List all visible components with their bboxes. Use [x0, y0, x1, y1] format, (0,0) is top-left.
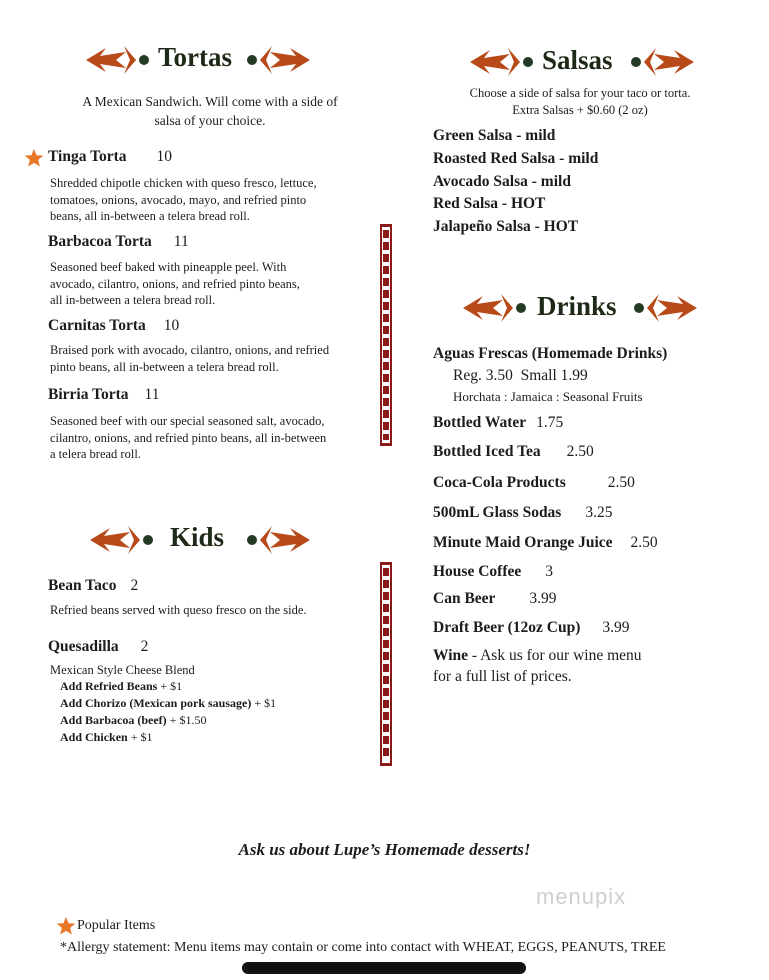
menu-item-birria-torta: Birria Torta 11: [48, 386, 160, 403]
menupix-watermark: menupix: [536, 884, 627, 909]
menu-item-quesadilla: Quesadilla 2: [48, 638, 149, 655]
drink-price: 3.99: [529, 590, 557, 607]
item-description: Shredded chipotle chicken with queso fresco, lettuce, tomatoes, onions, avocado, mayo, and refried pinto beans, all in-between a telera bread roll.: [50, 176, 317, 223]
section-title-tortas: Tortas: [158, 42, 233, 72]
aguas-prices: Reg. 3.50 Small 1.99: [453, 367, 588, 384]
salsa-item: Red Salsa - HOT: [433, 195, 546, 212]
menu-item-tinga-torta: Tinga Torta 10: [48, 148, 173, 165]
addon-item: Add Refried Beans + $1: [60, 679, 183, 693]
drink-item-aguas-frescas: Aguas Frescas (Homemade Drinks): [433, 345, 668, 362]
drink-price: 3: [545, 563, 553, 580]
drink-item: Draft Beer (12oz Cup) 3.99: [433, 619, 630, 636]
drinks-header: [463, 288, 703, 328]
menu-item-barbacoa-torta: Barbacoa Torta 11: [48, 233, 189, 250]
item-price: 10: [163, 317, 180, 334]
drink-price: 2.50: [630, 534, 658, 551]
arrow-right-icon: [630, 42, 696, 82]
item-description: Refried beans served with queso fresco on the side.: [50, 603, 307, 617]
tortas-description: A Mexican Sandwich. Will come with a side of salsa of your choice.: [82, 94, 338, 128]
wine-note: for a full list of prices.: [433, 668, 572, 685]
item-price: 10: [156, 148, 173, 165]
addon-item: Add Chicken + $1: [60, 730, 153, 744]
menu-item-carnitas-torta: Carnitas Torta 10: [48, 317, 180, 334]
arrow-left-icon: [470, 42, 536, 82]
item-price: 11: [144, 386, 160, 403]
item-price: 2: [130, 577, 139, 594]
arrow-right-icon: [633, 288, 699, 328]
item-description: Braised pork with avocado, cilantro, onions, and refried pinto beans, all in-between a telera bread roll.: [50, 343, 330, 374]
drink-item-wine: Wine - Ask us for our wine menu: [433, 647, 642, 664]
tortas-header: [86, 40, 316, 80]
arrow-right-icon: [246, 520, 312, 560]
decorative-divider-top: [380, 224, 392, 446]
salsa-item: Avocado Salsa - mild: [433, 173, 571, 190]
addon-item: Add Chorizo (Mexican pork sausage) + $1: [60, 696, 277, 710]
section-title-salsas: Salsas: [542, 45, 613, 75]
drink-item: Can Beer 3.99: [433, 590, 557, 607]
salsa-item: Green Salsa - mild: [433, 127, 556, 144]
popular-star-icon: [56, 916, 76, 936]
drink-price: 2.50: [607, 474, 635, 491]
dessert-note: Ask us about Lupe’s Homemade desserts!: [238, 840, 531, 859]
drink-price: 2.50: [566, 443, 594, 460]
drink-item: 500mL Glass Sodas 3.25: [433, 504, 613, 521]
drink-item: Coca-Cola Products 2.50: [433, 474, 635, 491]
salsas-description: Choose a side of salsa for your taco or torta. Extra Salsas + $0.60 (2 oz): [469, 86, 691, 117]
drink-price: 3.25: [585, 504, 613, 521]
salsa-item: Jalapeño Salsa - HOT: [433, 218, 579, 235]
arrow-right-icon: [246, 40, 312, 80]
arrow-left-icon: [90, 520, 156, 560]
drink-price: 1.75: [536, 414, 564, 431]
item-description: Seasoned beef baked with pineapple peel. With avocado, cilantro, onions, and refried pinto beans, all in-between a telera bread roll.: [50, 260, 300, 307]
menu-item-bean-taco: Bean Taco 2: [48, 577, 139, 594]
item-description: Seasoned beef with our special seasoned salt, avocado, cilantro, onions, and refried pinto beans, all in-between a telera bread roll.: [50, 414, 327, 461]
drink-item: House Coffee 3: [433, 563, 553, 580]
arrow-left-icon: [463, 288, 529, 328]
salsas-header: [470, 42, 700, 82]
section-title-kids: Kids: [170, 522, 225, 552]
decorative-divider-bottom: [380, 562, 392, 766]
popular-star-icon: [24, 148, 44, 168]
drink-item: Bottled Iced Tea 2.50: [433, 443, 594, 460]
item-price: 2: [140, 638, 149, 655]
salsa-item: Roasted Red Salsa - mild: [433, 150, 599, 167]
item-price: 11: [173, 233, 189, 250]
kids-header: [90, 520, 320, 560]
drink-item: Minute Maid Orange Juice 2.50: [433, 534, 658, 551]
popular-items-legend: Popular Items: [77, 918, 156, 933]
allergy-statement: *Allergy statement: Menu items may contain or come into contact with WHEAT, EGGS, PEANUTS, TREE: [60, 940, 666, 955]
section-title-drinks: Drinks: [537, 291, 617, 321]
home-indicator[interactable]: [242, 962, 526, 974]
drink-item: Bottled Water 1.75: [433, 414, 564, 431]
item-description: Mexican Style Cheese Blend: [50, 663, 195, 677]
arrow-left-icon: [86, 40, 152, 80]
aguas-flavors: Horchata : Jamaica : Seasonal Fruits: [453, 389, 643, 404]
drink-price: 3.99: [602, 619, 630, 636]
addon-item: Add Barbacoa (beef) + $1.50: [60, 713, 207, 727]
